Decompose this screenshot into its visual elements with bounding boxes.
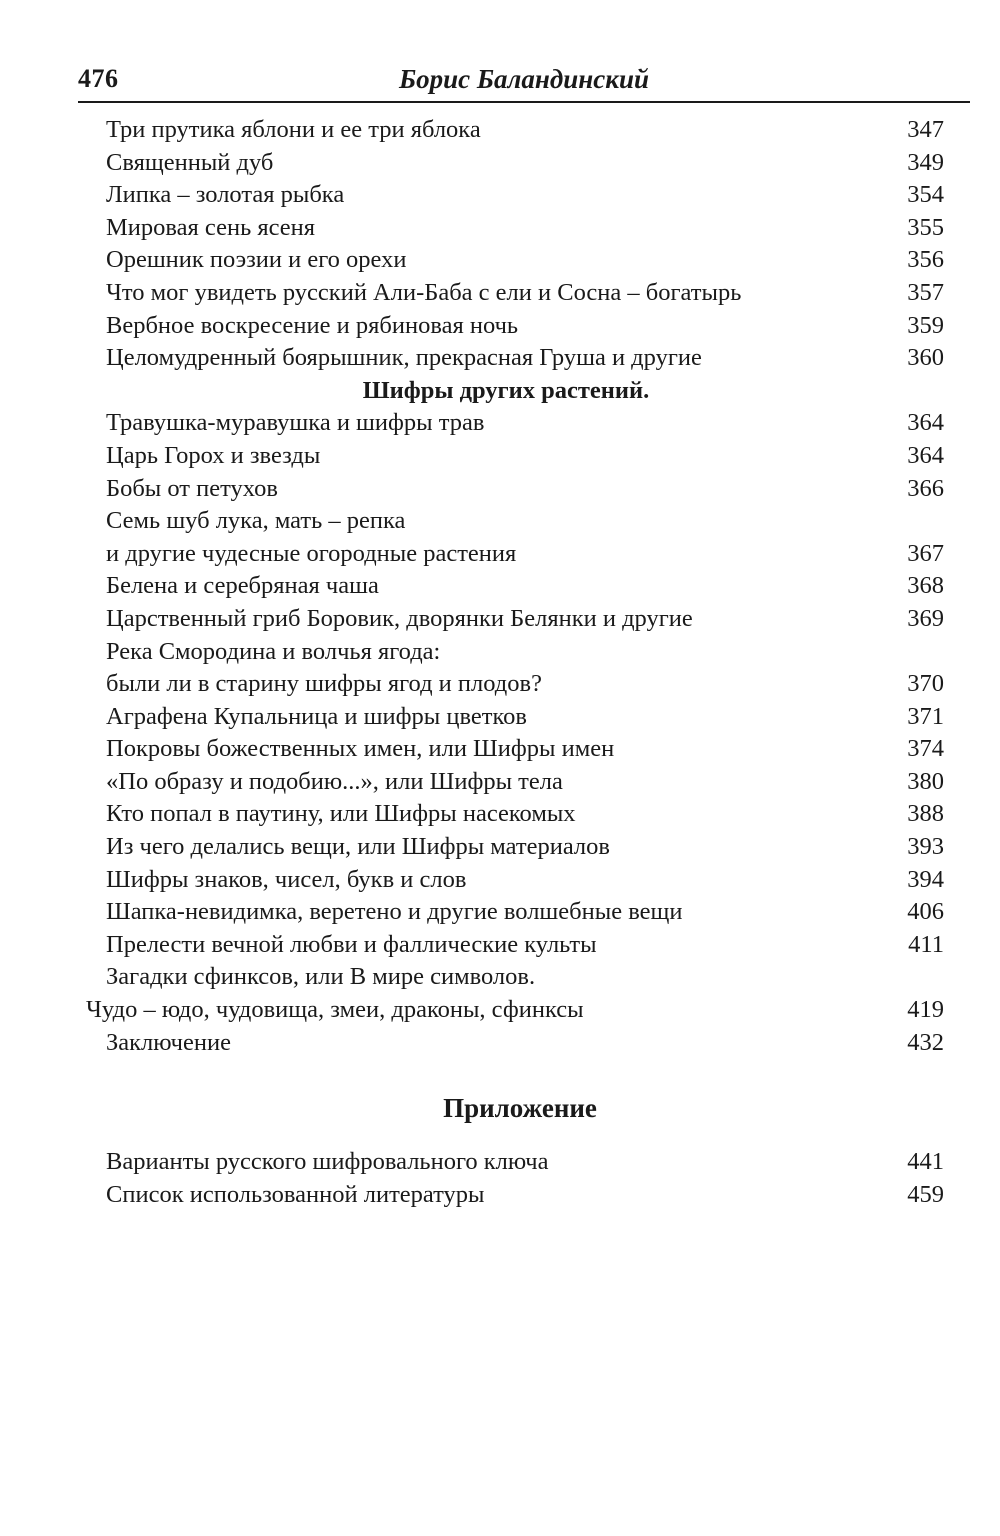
dot-leader: [410, 266, 904, 267]
toc-entry: [0, 733, 1000, 766]
dot-leader: [686, 918, 904, 919]
dot-leader: [348, 201, 904, 202]
toc-entry-title: и другие чудесные огородные растения: [106, 539, 517, 567]
toc-entry: [0, 668, 1000, 701]
toc-entry-title: Травушка-муравушка и шифры трав: [106, 409, 485, 437]
dot-leader: [580, 820, 905, 821]
toc-entry: [0, 766, 1000, 799]
toc-entry-page: 360: [907, 344, 944, 372]
toc-entry-title: Шифры знаков, чисел, букв и слов: [106, 865, 467, 893]
dot-leader: [324, 462, 904, 463]
toc-entry-title: Кто попал в паутину, или Шифры насекомых: [106, 800, 576, 828]
toc-entry: [0, 505, 1000, 538]
toc-entry-title: Шапка-невидимка, веретено и другие волшебные вещи: [106, 898, 683, 926]
toc-entry-page: 380: [907, 767, 944, 795]
toc-entry-page: 359: [907, 311, 944, 339]
toc-entry: [0, 440, 1000, 473]
toc-entry: [0, 310, 1000, 343]
dot-leader: [485, 136, 905, 137]
running-title: Борис Баландинский: [398, 64, 649, 94]
toc-entry: [0, 407, 1000, 440]
dot-leader: [531, 723, 904, 724]
dot-leader: [383, 592, 904, 593]
toc-entry: [0, 636, 1000, 669]
toc-entry-page: 370: [907, 670, 944, 698]
toc-entry: [0, 896, 1000, 929]
dot-leader: [706, 364, 904, 365]
dot-leader: [614, 853, 904, 854]
toc-entry-page: 459: [907, 1180, 944, 1208]
dot-leader: [319, 234, 904, 235]
dot-leader: [588, 1016, 905, 1017]
toc-entry-page: 366: [907, 474, 944, 502]
page-number: 476: [78, 64, 119, 93]
toc-entry-page: 347: [907, 116, 944, 143]
dot-leader: [618, 755, 904, 756]
toc-entry: [0, 147, 1000, 180]
dot-leader: [488, 429, 904, 430]
section-heading: Шифры других растений.: [362, 376, 650, 404]
toc-entry-page: 411: [908, 930, 944, 958]
dot-leader: [470, 886, 904, 887]
toc-entry: [0, 277, 1000, 310]
toc-entry-title: Чудо – юдо, чудовища, змеи, драконы, сфинксы: [86, 996, 584, 1024]
dot-leader: [489, 1201, 905, 1202]
toc-entry-title: Список использованной литературы: [106, 1180, 485, 1208]
toc-entry-title: Загадки сфинксов, или В мире символов.: [106, 963, 536, 991]
dot-leader: [522, 332, 904, 333]
toc-entry-title: Река Смородина и волчья ягода:: [106, 637, 441, 665]
toc-entry-page: 369: [907, 604, 944, 632]
toc-entry-page: 374: [907, 735, 944, 763]
toc-entry: [0, 961, 1000, 994]
toc-entry-page: 349: [907, 148, 944, 176]
toc-entry: [0, 994, 1000, 1027]
toc-entry-title: были ли в старину шифры ягод и плодов?: [106, 670, 542, 698]
toc-entry-title: Три прутика яблони и ее три яблока: [106, 116, 481, 143]
toc-entry-title: Варианты русского шифровального ключа: [106, 1148, 549, 1175]
toc-entry-title: Вербное воскресение и рябиновая ночь: [106, 311, 519, 339]
dot-leader: [567, 788, 904, 789]
toc-entry: [0, 244, 1000, 277]
toc-entry-title: Липка – золотая рыбка: [106, 181, 345, 209]
header-rule: [78, 101, 970, 103]
toc-entry-title: Семь шуб лука, мать – репка: [106, 507, 406, 535]
toc-entry-page: 368: [907, 572, 944, 600]
toc-entry: [0, 798, 1000, 831]
toc-entry-title: Мировая сень ясеня: [106, 213, 316, 241]
toc-entry-page: 357: [907, 278, 944, 306]
dot-leader: [745, 299, 904, 300]
dot-leader: [520, 560, 904, 561]
toc-entry-page: 406: [907, 898, 944, 926]
toc-entry-title: Что мог увидеть русский Али-Баба с ели и Сосна – богатырь: [106, 278, 742, 306]
toc-entry-page: 354: [907, 181, 944, 209]
toc-entry-title: Целомудренный боярышник, прекрасная Груша и другие: [106, 344, 702, 372]
toc-entry-title: Белена и серебряная чаша: [106, 572, 379, 600]
toc-entry-title: Заключение: [106, 1028, 231, 1056]
dot-leader: [282, 495, 904, 496]
dot-leader: [546, 690, 904, 691]
dot-leader: [697, 625, 904, 626]
toc-entry-title: «По образу и подобию...», или Шифры тела: [106, 767, 563, 795]
toc-entry: [0, 212, 1000, 245]
toc-entry: [0, 701, 1000, 734]
appendix-heading: Приложение: [443, 1093, 597, 1123]
running-head: [78, 62, 970, 102]
toc-entry-page: 393: [907, 833, 944, 861]
toc-entry-page: 419: [907, 996, 944, 1024]
toc-entry: [0, 1027, 1000, 1060]
dot-leader: [235, 1049, 904, 1050]
toc-entry: [0, 114, 1000, 147]
toc-entry-page: 432: [907, 1028, 944, 1056]
toc-entry-title: Из чего делались вещи, или Шифры материалов: [106, 833, 610, 861]
toc-entry-title: Покровы божественных имен, или Шифры имен: [106, 735, 615, 763]
toc-entry-page: 356: [907, 246, 944, 274]
toc-entry-page: 388: [907, 800, 944, 828]
toc-entry: [0, 1179, 1000, 1212]
toc-entry: [0, 603, 1000, 636]
toc-entry: [0, 864, 1000, 897]
toc-entry: [0, 929, 1000, 962]
table-of-contents: [0, 114, 1000, 1059]
appendix-section: [0, 1088, 1000, 1211]
toc-entry-page: 364: [907, 441, 944, 469]
toc-entry-title: Священный дуб: [106, 148, 274, 176]
toc-entry-page: 355: [907, 213, 944, 241]
toc-entry: [0, 342, 1000, 375]
toc-entry-page: 367: [907, 539, 944, 567]
toc-entry-title: Прелести вечной любви и фаллические культы: [106, 930, 597, 958]
dot-leader: [552, 1168, 904, 1169]
toc-entry-page: 441: [907, 1148, 944, 1175]
toc-entry: [0, 179, 1000, 212]
toc-entry-title: Орешник поэзии и его орехи: [106, 246, 407, 274]
toc-entry-title: Бобы от петухов: [106, 474, 278, 502]
toc-entry-page: 371: [907, 702, 944, 730]
toc-entry-page: 364: [907, 409, 944, 437]
toc-entry: [0, 831, 1000, 864]
toc-entry: [0, 1146, 1000, 1179]
toc-entry-title: Аграфена Купальница и шифры цветков: [106, 702, 527, 730]
toc-entry: [0, 570, 1000, 603]
dot-leader: [601, 951, 906, 952]
toc-entry: [0, 473, 1000, 506]
toc-entry-title: Царь Горох и звезды: [106, 441, 321, 469]
toc-entry-title: Царственный гриб Боровик, дворянки Белянки и другие: [106, 604, 693, 632]
toc-entry: [0, 538, 1000, 571]
dot-leader: [277, 169, 904, 170]
toc-entry-page: 394: [907, 865, 944, 893]
